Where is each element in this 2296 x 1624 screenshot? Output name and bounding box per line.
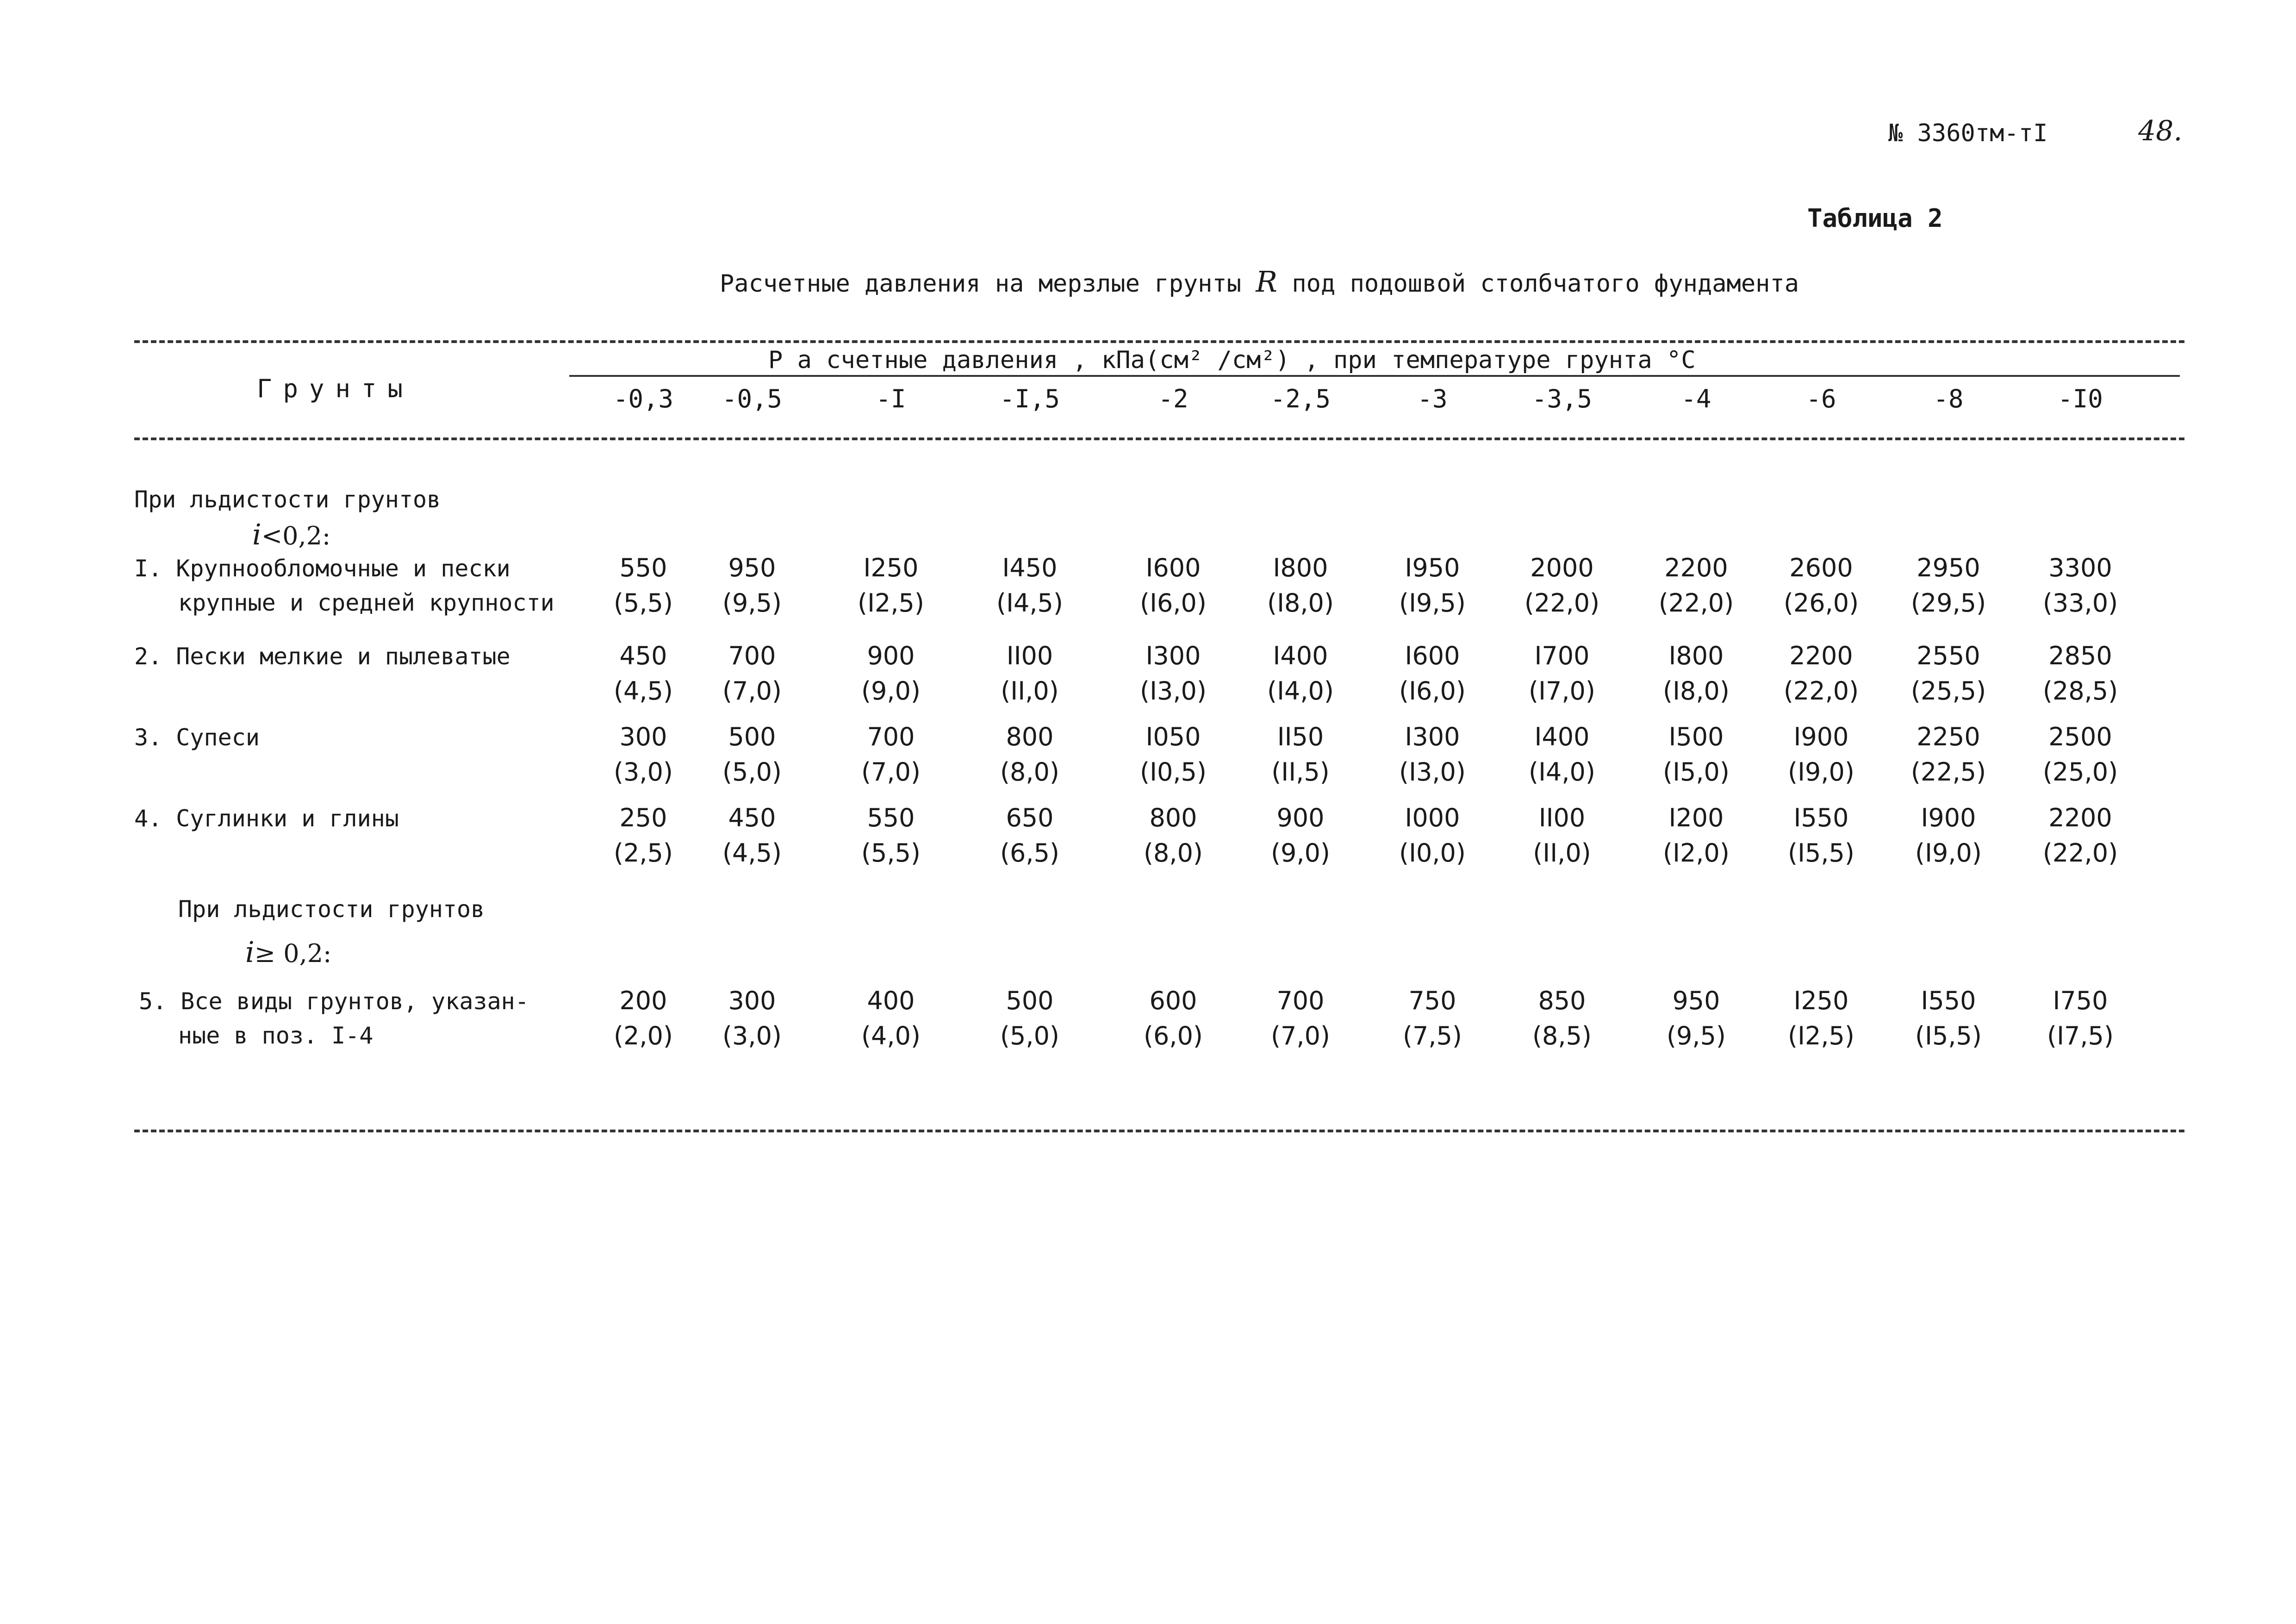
row-label-continued: крупные и средней крупности <box>178 589 554 616</box>
pressure-kpa: 2000 <box>1530 553 1594 582</box>
pressure-kgf-cm2: (II,0) <box>1533 838 1591 868</box>
pressure-kgf-cm2: (9,5) <box>722 588 782 618</box>
row-label: 5. Все виды грунтов, указан- <box>139 988 529 1015</box>
pressure-kgf-cm2: (7,0) <box>861 757 921 787</box>
group1-title: При льдистости грунтов <box>134 486 441 513</box>
pressure-kgf-cm2: (28,5) <box>2042 676 2118 706</box>
pressure-kgf-cm2: (9,0) <box>1270 838 1330 868</box>
pressure-kgf-cm2: (I0,0) <box>1399 838 1466 868</box>
pressure-kgf-cm2: (8,0) <box>1000 757 1059 787</box>
pressure-kgf-cm2: (I2,5) <box>1788 1021 1854 1050</box>
pressure-kgf-cm2: (I4,5) <box>996 588 1063 618</box>
pressure-kpa: I450 <box>1002 553 1058 582</box>
pressure-kpa: 950 <box>1672 986 1720 1015</box>
pressure-kgf-cm2: (I9,5) <box>1399 588 1466 618</box>
pressure-kgf-cm2: (5,5) <box>613 588 673 618</box>
pressure-kgf-cm2: (I3,0) <box>1140 676 1207 706</box>
pressure-kpa: I800 <box>1668 641 1724 670</box>
pressure-kpa: 700 <box>1276 986 1325 1015</box>
pressure-kpa: 2200 <box>2048 803 2112 832</box>
pressure-kpa: I300 <box>1145 641 1201 670</box>
pressure-kpa: I600 <box>1405 641 1460 670</box>
pressure-kgf-cm2: (I8,0) <box>1267 588 1334 618</box>
temperature-header: -0,3 <box>613 384 674 413</box>
pressure-kgf-cm2: (I4,0) <box>1267 676 1334 706</box>
pressure-kgf-cm2: (2,5) <box>613 838 673 868</box>
pressure-kpa: 2850 <box>2048 641 2112 670</box>
pressure-kpa: I900 <box>1921 803 1976 832</box>
title-symbol: R <box>1256 265 1278 299</box>
pressure-kpa: 600 <box>1149 986 1197 1015</box>
table-bottom-rule <box>134 1130 2184 1132</box>
pressure-kgf-cm2: (5,0) <box>1000 1021 1059 1050</box>
pressure-kgf-cm2: (I7,0) <box>1529 676 1595 706</box>
pressure-caption: Р а счетные давления , кПа(см² /см²) , при температуре грунта °С <box>768 346 1696 374</box>
pressure-kgf-cm2: (I3,0) <box>1399 757 1466 787</box>
page-number: 48. <box>2138 115 2183 147</box>
pressure-kpa: 500 <box>1006 986 1054 1015</box>
pressure-kpa: 500 <box>728 722 776 751</box>
row-label-continued: ные в поз. I-4 <box>178 1022 373 1049</box>
pressure-kpa: 450 <box>619 641 667 670</box>
pressure-kgf-cm2: (I9,0) <box>1915 838 1982 868</box>
pressure-kgf-cm2: (9,0) <box>861 676 921 706</box>
pressure-kpa: II50 <box>1277 722 1324 751</box>
pressure-kpa: I700 <box>1534 641 1590 670</box>
pressure-kpa: II00 <box>1538 803 1586 832</box>
pressure-kgf-cm2: (8,0) <box>1143 838 1203 868</box>
pressure-kpa: 450 <box>728 803 776 832</box>
pressure-kpa: I200 <box>1668 803 1724 832</box>
pressure-kgf-cm2: (I4,0) <box>1529 757 1595 787</box>
pressure-kgf-cm2: (8,5) <box>1532 1021 1592 1050</box>
pressure-kpa: 2550 <box>1916 641 1980 670</box>
pressure-kpa: I900 <box>1793 722 1849 751</box>
pressure-kgf-cm2: (I7,5) <box>2047 1021 2114 1050</box>
pressure-kgf-cm2: (7,0) <box>1270 1021 1330 1050</box>
pressure-kpa: I250 <box>1793 986 1849 1015</box>
table-title <box>720 265 1799 299</box>
pressure-kpa: I550 <box>1921 986 1976 1015</box>
pressure-kgf-cm2: (3,0) <box>613 757 673 787</box>
pressure-kpa: 400 <box>867 986 915 1015</box>
pressure-kgf-cm2: (I2,0) <box>1663 838 1730 868</box>
pressure-kpa: 950 <box>728 553 776 582</box>
pressure-kgf-cm2: (I9,0) <box>1788 757 1854 787</box>
pressure-kpa: I000 <box>1405 803 1460 832</box>
pressure-kpa: 750 <box>1408 986 1456 1015</box>
pressure-kpa: 2200 <box>1664 553 1728 582</box>
pressure-kgf-cm2: (22,5) <box>1910 757 1986 787</box>
pressure-kpa: 2950 <box>1916 553 1980 582</box>
ice-symbol: i <box>245 935 255 969</box>
pressure-kpa: I400 <box>1273 641 1328 670</box>
pressure-kgf-cm2: (4,0) <box>861 1021 921 1050</box>
pressure-kgf-cm2: (22,0) <box>1658 588 1734 618</box>
table-label: Таблица 2 <box>1807 204 1943 233</box>
row-label: 2. Пески мелкие и пылеватые <box>134 643 510 670</box>
temperature-header: -2 <box>1158 384 1188 413</box>
pressure-kgf-cm2: (I2,5) <box>858 588 924 618</box>
pressure-kpa: 800 <box>1149 803 1197 832</box>
pressure-kgf-cm2: (I5,5) <box>1788 838 1854 868</box>
pressure-kgf-cm2: (33,0) <box>2042 588 2118 618</box>
pressure-kpa: I250 <box>863 553 919 582</box>
pressure-kgf-cm2: (3,0) <box>722 1021 782 1050</box>
pressure-kgf-cm2: (4,5) <box>613 676 673 706</box>
pressure-kpa: I750 <box>2053 986 2108 1015</box>
pressure-kpa: I550 <box>1793 803 1849 832</box>
pressure-kgf-cm2: (7,0) <box>722 676 782 706</box>
temperature-header: -6 <box>1806 384 1836 413</box>
pressure-kgf-cm2: (I5,5) <box>1915 1021 1982 1050</box>
table-top-rule <box>134 340 2184 343</box>
pressure-kpa: 650 <box>1006 803 1054 832</box>
pressure-kpa: 2500 <box>2048 722 2112 751</box>
pressure-kpa: I400 <box>1534 722 1590 751</box>
ice-symbol: i <box>252 518 261 551</box>
pressure-kpa: I800 <box>1273 553 1328 582</box>
pressure-kpa: 250 <box>619 803 667 832</box>
pressure-kpa: 2600 <box>1789 553 1853 582</box>
pressure-kgf-cm2: (6,5) <box>1000 838 1059 868</box>
pressure-kgf-cm2: (II,0) <box>1001 676 1059 706</box>
pressure-kgf-cm2: (2,0) <box>613 1021 673 1050</box>
pressure-kpa: I300 <box>1405 722 1460 751</box>
group1-condition-text: <0,2: <box>261 521 331 550</box>
temperature-header: -3,5 <box>1531 384 1593 413</box>
pressure-kpa: 2200 <box>1789 641 1853 670</box>
pressure-kpa: 550 <box>867 803 915 832</box>
pressure-kpa: I500 <box>1668 722 1724 751</box>
pressure-kgf-cm2: (I5,0) <box>1663 757 1730 787</box>
soil-column-header: Грунты <box>257 374 414 403</box>
pressure-kgf-cm2: (4,5) <box>722 838 782 868</box>
pressure-kgf-cm2: (5,0) <box>722 757 782 787</box>
pressure-kgf-cm2: (9,5) <box>1666 1021 1726 1050</box>
pressure-kgf-cm2: (6,0) <box>1143 1021 1203 1050</box>
pressure-kpa: I050 <box>1145 722 1201 751</box>
row-label: I. Крупнообломочные и пески <box>134 555 510 582</box>
temperature-header: -0,5 <box>722 384 783 413</box>
pressure-kgf-cm2: (22,0) <box>1524 588 1600 618</box>
temperature-header: -3 <box>1417 384 1448 413</box>
pressure-kpa: 300 <box>619 722 667 751</box>
pressure-kgf-cm2: (7,5) <box>1402 1021 1462 1050</box>
temperature-header: -8 <box>1933 384 1964 413</box>
pressure-kpa: 900 <box>867 641 915 670</box>
group2-condition <box>245 935 331 969</box>
pressure-kgf-cm2: (I0,5) <box>1140 757 1207 787</box>
caption-underline <box>569 375 2180 377</box>
pressure-kgf-cm2: (25,0) <box>2042 757 2118 787</box>
temperature-header: -4 <box>1681 384 1711 413</box>
temperature-header: -I0 <box>2058 384 2103 413</box>
pressure-kpa: 300 <box>728 986 776 1015</box>
pressure-kpa: 700 <box>867 722 915 751</box>
temperature-header: -I <box>876 384 906 413</box>
pressure-kpa: I950 <box>1405 553 1460 582</box>
pressure-kpa: 850 <box>1538 986 1586 1015</box>
title-after: под подошвой столбчатого фундамента <box>1292 270 1799 298</box>
temperature-header: -2,5 <box>1270 384 1331 413</box>
title-before: Расчетные давления на мерзлые грунты <box>720 270 1242 298</box>
pressure-kgf-cm2: (I8,0) <box>1663 676 1730 706</box>
pressure-kgf-cm2: (22,0) <box>1783 676 1859 706</box>
group1-condition <box>252 518 330 551</box>
temperature-header: -I,5 <box>999 384 1060 413</box>
header-bottom-rule <box>134 437 2184 440</box>
pressure-kgf-cm2: (5,5) <box>861 838 921 868</box>
pressure-kpa: 800 <box>1006 722 1054 751</box>
pressure-kgf-cm2: (I6,0) <box>1399 676 1466 706</box>
pressure-kgf-cm2: (29,5) <box>1910 588 1986 618</box>
pressure-kpa: II00 <box>1006 641 1053 670</box>
document-code: № 3360тм-тI <box>1888 119 2048 147</box>
pressure-kpa: 200 <box>619 986 667 1015</box>
group2-condition-text: ≥ 0,2: <box>254 939 332 968</box>
group2-title: При льдистости грунтов <box>178 896 485 923</box>
pressure-kpa: 900 <box>1276 803 1325 832</box>
pressure-kpa: 700 <box>728 641 776 670</box>
pressure-kgf-cm2: (22,0) <box>2042 838 2118 868</box>
pressure-kgf-cm2: (I6,0) <box>1140 588 1207 618</box>
pressure-kgf-cm2: (26,0) <box>1783 588 1859 618</box>
pressure-kpa: 550 <box>619 553 667 582</box>
pressure-kgf-cm2: (25,5) <box>1910 676 1986 706</box>
pressure-kpa: 3300 <box>2048 553 2112 582</box>
pressure-kpa: I600 <box>1145 553 1201 582</box>
row-label: 3. Супеси <box>134 724 260 751</box>
pressure-kgf-cm2: (II,5) <box>1271 757 1330 787</box>
pressure-kpa: 2250 <box>1916 722 1980 751</box>
row-label: 4. Суглинки и глины <box>134 805 399 832</box>
